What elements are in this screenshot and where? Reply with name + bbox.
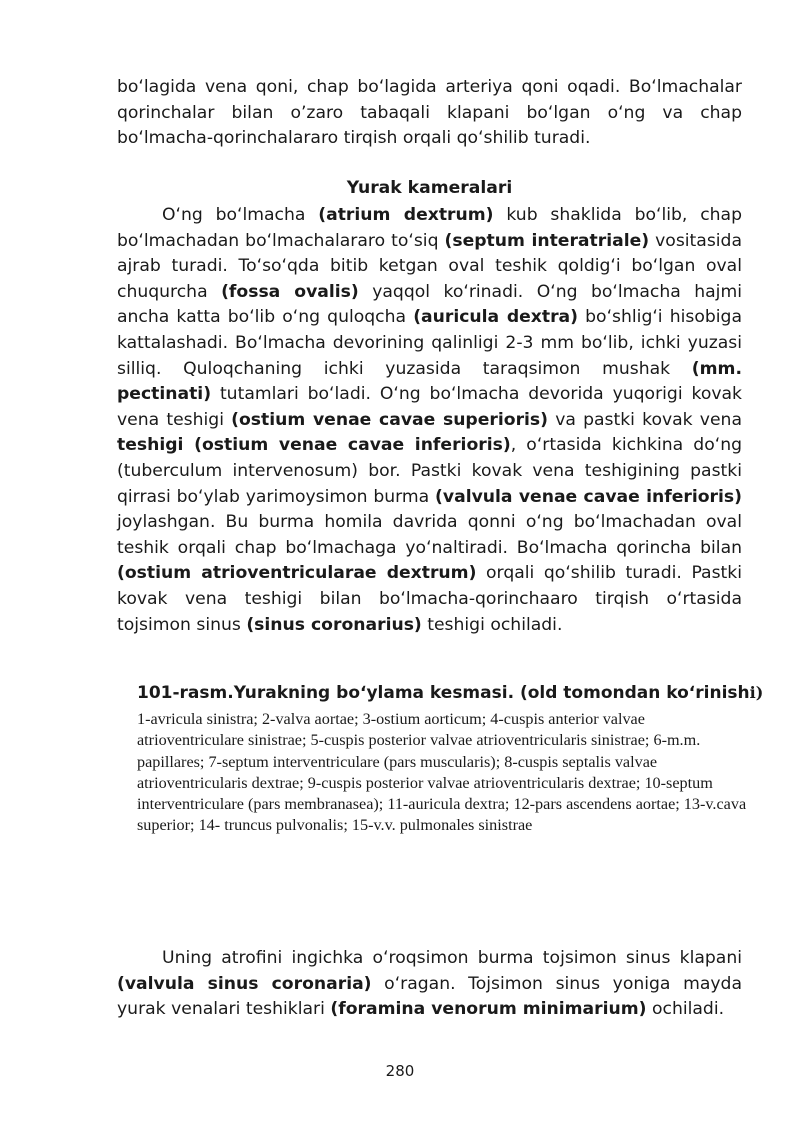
latin-term: (mm. pectinati) xyxy=(117,358,742,405)
latin-term: teshigi (ostium venae cavae inferioris) xyxy=(117,435,511,456)
latin-term: (sinus coronarius) xyxy=(246,614,422,635)
text-run: Uning atrofini ingichka oʻroqsimon burma tojsimon sinus klapani xyxy=(162,948,742,968)
figure-caption-title xyxy=(137,683,764,703)
latin-term: (ostium atrioventricularae dextrum) xyxy=(117,563,477,584)
latin-term: (auricula dextra) xyxy=(413,307,579,328)
figure-title-text: 101-rasm.Yurakning boʻylama kesmasi. (old tomondan koʻrinish xyxy=(137,683,750,703)
text-run: va pastki kovak vena xyxy=(548,409,742,430)
latin-term: (septum interatriale) xyxy=(444,230,650,251)
text-run: kub shaklida boʻlib, chap boʻlmachadan boʻlmachalararo toʻsiq xyxy=(117,205,742,251)
latin-term: (valvula venae cavae inferioris) xyxy=(435,486,743,507)
text-run: oʻragan. Tojsimon sinus yoniga mayda yurak venalari teshiklari xyxy=(117,973,742,1020)
paragraph-coronary-sinus xyxy=(117,946,742,1023)
text-run: vositasida ajrab turadi. Toʻsoʻqda bitib ketgan oval teshik qoldigʻi boʻlgan oval chuqurcha xyxy=(117,230,742,302)
latin-term: (ostium venae cavae superioris) xyxy=(231,409,549,430)
latin-term: (atrium dextrum) xyxy=(318,205,494,225)
latin-term: (fossa ovalis) xyxy=(221,281,359,302)
text-run: orqali qoʻshilib turadi. Pastki kovak vena teshigi bilan boʻlmacha-qorinchaaro tirqish oʻrtasida tojsimon sinus xyxy=(117,563,742,635)
text-run: teshigi ochiladi. xyxy=(421,614,563,635)
paragraph-continuation xyxy=(117,75,742,152)
latin-term: (valvula sinus coronaria) xyxy=(117,973,372,994)
text-run: yaqqol koʻrinadi. Oʻng boʻlmacha hajmi ancha katta boʻlib oʻng quloqcha xyxy=(117,281,742,328)
paragraph-text: boʻlagida vena qoni, chap boʻlagida arteriya qoni oqadi. Boʻlmachalar qorinchalar bilan oʼzaro tabaqali klapani boʻlgan oʻng va chap boʻlmacha-qorinchalararo tirqish orqali qoʻshilib turadi. xyxy=(117,77,742,149)
section-heading: Yurak kameralari xyxy=(346,178,513,198)
page-number: 280 xyxy=(385,1062,415,1080)
paragraph-heart-chambers xyxy=(117,203,742,638)
text-run: boʻshligʻi hisobiga kattalashadi. Boʻlmacha devorining qalinligi 2-3 mm boʻlib, ichki yuzasi silliq. Quloqchaning ichki yuzasida taraqsimon mushak xyxy=(117,307,742,379)
figure-title-end: i) xyxy=(749,683,764,702)
text-run: ochiladi. xyxy=(646,999,725,1020)
latin-term: (foramina venorum minimarium) xyxy=(330,999,647,1020)
figure-legend: 1-avricula sinistra; 2-valva aortae; 3-ostium aorticum; 4-cuspis anterior valvae atrioventriculare sinistrae; 5-cuspis posterior valvae atrioventricularis sinistrae; 6-m.m. papillares; 7-septum interventriculare (pars muscularis); 8-cuspis septalis valvae atrioventricularis dextrae; 9-cuspis posterior valvae atrioventricularis dextrae; 10-septum interventriculare (pars membranasea); 11-auricula dextra; 12-pars ascendens aortae; 13-v.cava superior; 14- truncus pulvonalis; 15-v.v. pulmonales sinistrae xyxy=(137,710,747,835)
text-run: tutamlari boʻladi. Oʻng boʻlmacha devorida yuqorigi kovak vena teshigi xyxy=(117,384,742,430)
text-run: Oʻng boʻlmacha xyxy=(162,205,319,225)
text-run: joylashgan. Bu burma homila davrida qonni oʻng boʻlmachadan oval teshik orqali chap boʻlmachaga yoʻnaltiradi. Boʻlmacha qorincha bilan xyxy=(117,512,742,558)
text-run: , oʻrtasida kichkina doʻng (tuberculum intervenosum) bor. Pastki kovak vena teshigining pastki qirrasi boʻylab yarimoysimon burma xyxy=(117,435,742,507)
